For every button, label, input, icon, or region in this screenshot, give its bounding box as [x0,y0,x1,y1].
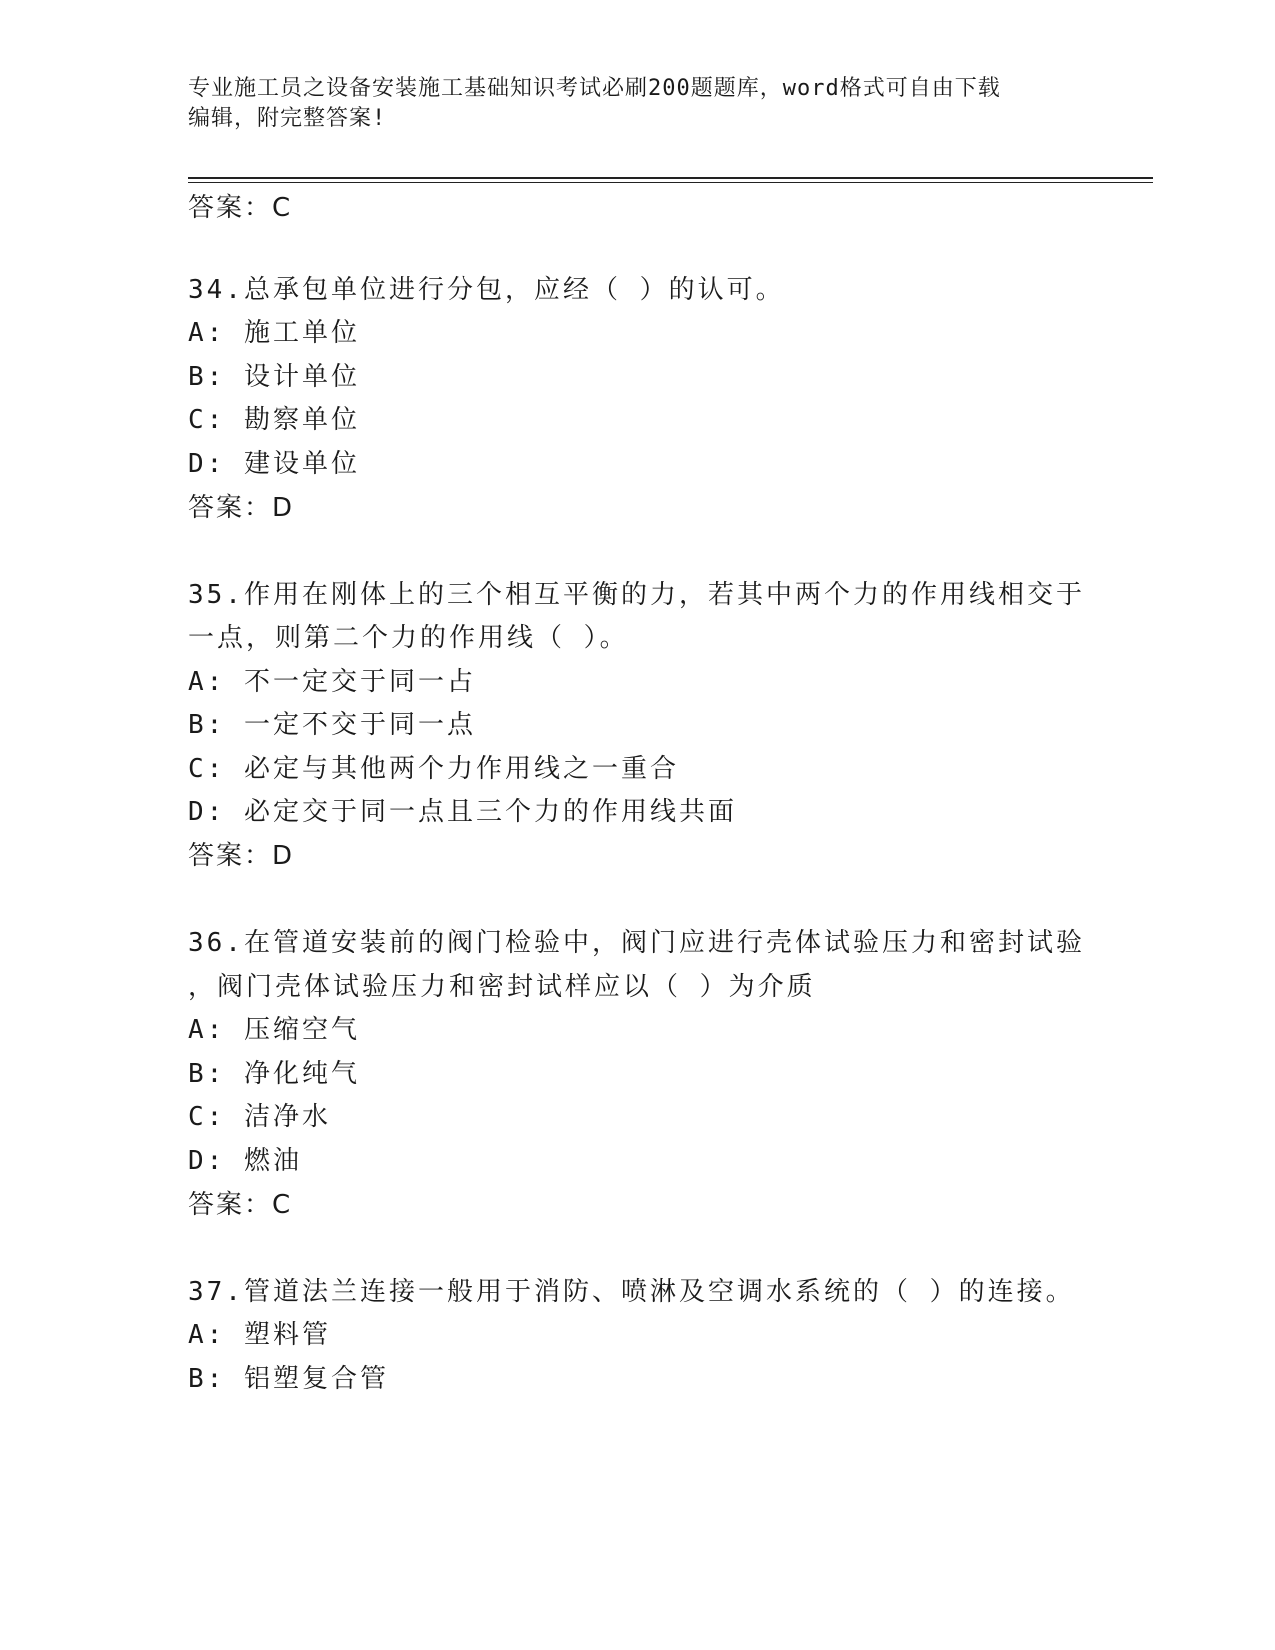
question-35-option-c: C: 必定与其他两个力作用线之一重合 [188,754,679,784]
header-divider-thin [188,182,1153,183]
question-37-option-b: B: 铝塑复合管 [188,1364,389,1394]
question-35-option-a: A: 不一定交于同一占 [188,667,476,697]
question-34-option-d: D: 建设单位 [188,449,360,479]
question-34-answer: 答案：D [188,493,295,523]
question-36-option-d: D: 燃油 [188,1146,302,1176]
question-36-option-c: C: 洁净水 [188,1102,331,1132]
previous-answer: 答案：C [188,193,293,223]
question-34-option-c: C: 勘察单位 [188,405,360,435]
question-35-option-d: D: 必定交于同一点且三个力的作用线共面 [188,797,737,827]
question-36-option-b: B: 净化纯气 [188,1059,360,1089]
question-34-stem: 34.总承包单位进行分包，应经（ ）的认可。 [188,275,785,305]
header-line-2: 编辑，附完整答案! [188,106,387,131]
header-line-1: 专业施工员之设备安装施工基础知识考试必刷200题题库，word格式可自由下载 [188,76,1001,101]
question-35-answer: 答案：D [188,841,295,871]
question-35-stem-line-2: 一点，则第二个力的作用线（ ）。 [188,623,629,653]
question-37-option-a: A: 塑料管 [188,1320,331,1350]
document-header [188,74,1088,134]
question-36-stem-line-1: 36.在管道安装前的阀门检验中，阀门应进行壳体试验压力和密封试验 [188,928,1085,958]
question-36-option-a: A: 压缩空气 [188,1015,360,1045]
question-35-stem-line-1: 35.作用在刚体上的三个相互平衡的力，若其中两个力的作用线相交于 [188,580,1085,610]
question-34-option-a: A: 施工单位 [188,318,360,348]
header-divider-thick [188,177,1153,179]
question-34-option-b: B: 设计单位 [188,362,360,392]
question-37-stem: 37.管道法兰连接一般用于消防、喷淋及空调水系统的（ ）的连接。 [188,1277,1075,1307]
question-36-stem-line-2: ，阀门壳体试验压力和密封试样应以（ ）为介质 [188,972,816,1002]
question-36-answer: 答案：C [188,1190,293,1220]
question-35-option-b: B: 一定不交于同一点 [188,710,476,740]
